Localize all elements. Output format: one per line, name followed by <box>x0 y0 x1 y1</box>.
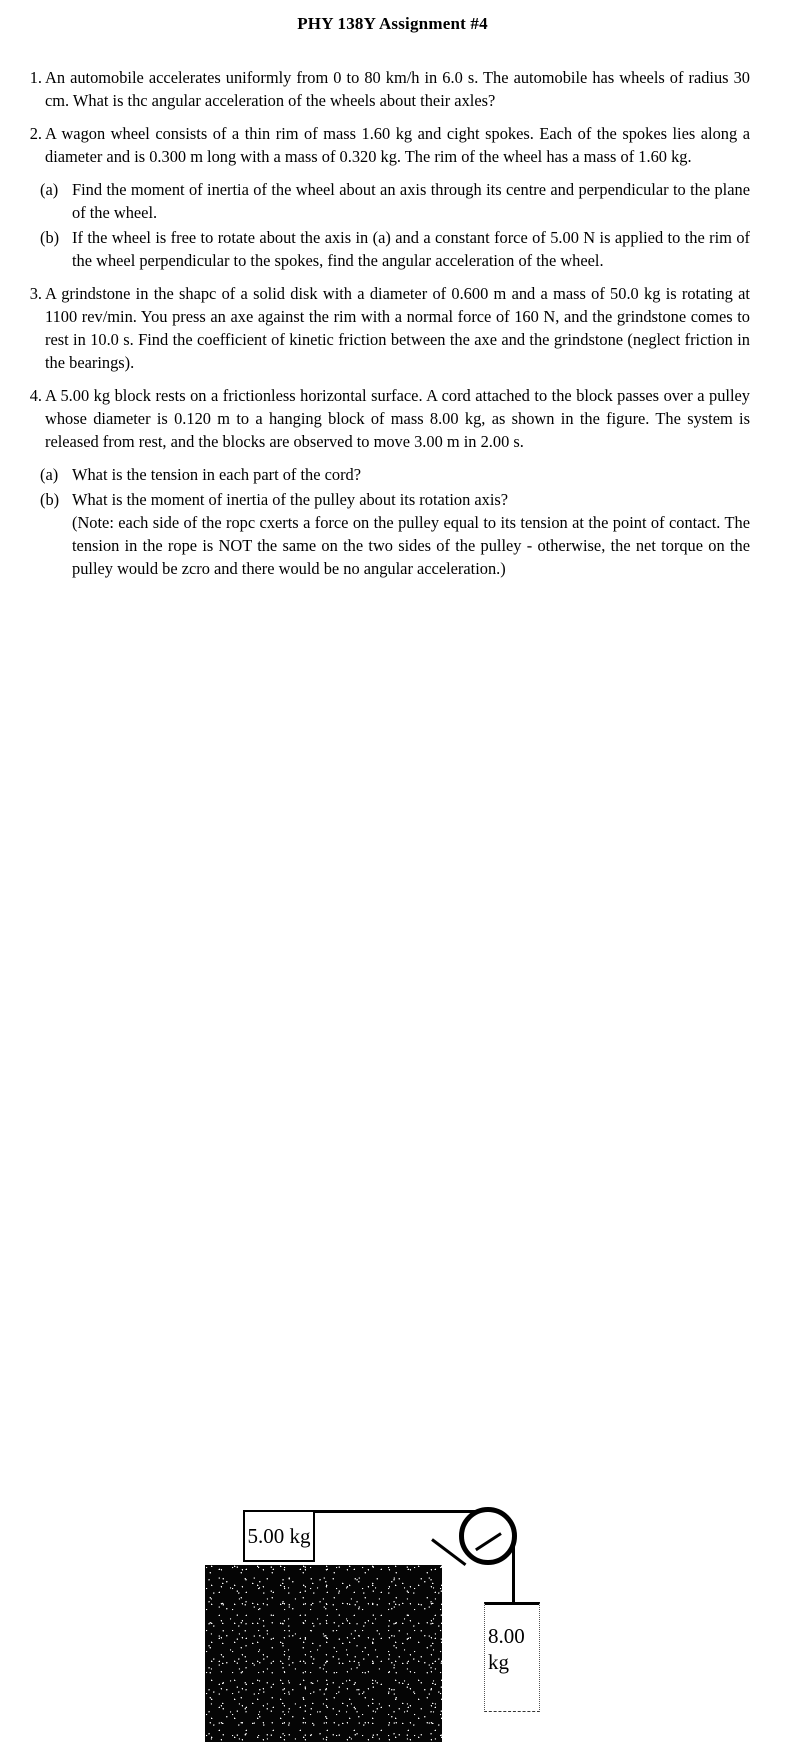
problem-number-4: 4. <box>29 386 42 405</box>
part-text-2a: Find the moment of inertia of the wheel about an axis through its centre and perpendicular to the plane of the wheel. <box>72 180 750 222</box>
part-label-2a: (a) <box>40 180 59 199</box>
pulley-icon <box>459 1507 517 1565</box>
problem-item-4 <box>0 384 785 453</box>
problem-2-part-a <box>0 178 785 224</box>
part-label-4a: (a) <box>40 465 59 484</box>
part-label-2b: (b) <box>40 228 60 247</box>
problem-text-4: A 5.00 kg block rests on a frictionless horizontal surface. A cord attached to the block passes over a pulley whose diameter is 0.120 m to a hanging block of mass 8.00 kg, as shown in the figure. The system is released from rest, and the blocks are observed to move 3.00 m in 2.00 s. <box>45 386 750 451</box>
problem-item-2 <box>0 122 785 168</box>
problem-4-part-a <box>0 463 785 486</box>
pulley-figure <box>0 745 785 1674</box>
part-note-4b: (Note: each side of the ropc cxerts a force on the pulley equal to its tension at the point of contact. The tension in the rope is NOT the same on the two sides of the pulley - otherwise, the net torque on the pulley would be zcro and there would be no angular acceleration.) <box>72 513 750 578</box>
problem-4-part-b <box>0 488 785 580</box>
block-5kg <box>243 1510 315 1562</box>
problem-item-3 <box>0 282 785 374</box>
problem-text-1: An automobile accelerates uniformly from 0 to 80 km/h in 6.0 s. The automobile has wheels of radius 30 cm. What is thc angular acceleration of the wheels about their axles? <box>45 68 750 110</box>
block-8kg-label-line1: 8.00 <box>488 1624 525 1648</box>
problem-number-3: 3. <box>29 284 42 303</box>
problem-2-part-b <box>0 226 785 272</box>
cord-horizontal-segment <box>314 1510 490 1513</box>
part-label-4b: (b) <box>40 490 60 509</box>
part-text-4a: What is the tension in each part of the cord? <box>72 465 362 484</box>
block-5kg-label: 5.00 kg <box>247 1523 311 1548</box>
page-title: PHY 138Y Assignment #4 <box>297 14 488 33</box>
horizontal-surface <box>205 1565 442 1742</box>
part-text-4b: What is the moment of inertia of the pulley about its rotation axis? <box>72 490 509 509</box>
problem-text-2: A wagon wheel consists of a thin rim of mass 1.60 kg and cight spokes. Each of the spokes lies along a diameter and is 0.300 m long with a mass of 0.320 kg. The rim of the wheel has a mass of 1.60 kg. <box>45 124 750 166</box>
problem-4-parts <box>0 463 785 580</box>
problem-list <box>0 66 785 590</box>
problem-number-2: 2. <box>29 124 42 143</box>
part-text-2b: If the wheel is free to rotate about the axis in (a) and a constant force of 5.00 N is applied to the rim of the wheel perpendicular to the spokes, find the angular acceleration of the wheel. <box>72 228 750 270</box>
block-8kg <box>484 1602 540 1712</box>
problem-item-1 <box>0 66 785 112</box>
cord-vertical-segment <box>512 1545 515 1605</box>
block-8kg-label-line2: kg <box>488 1650 509 1674</box>
problem-2-parts <box>0 178 785 272</box>
problem-number-1: 1. <box>29 68 42 87</box>
problem-text-3: A grindstone in the shapc of a solid disk with a diameter of 0.600 m and a mass of 50.0 kg is rotating at 1100 rev/min. You press an axe against the rim with a normal force of 160 N, and the grindstone comes to rest in 10.0 s. Find the coefficient of kinetic friction between the axe and the grindstone (neglect friction in the bearings). <box>45 284 750 372</box>
